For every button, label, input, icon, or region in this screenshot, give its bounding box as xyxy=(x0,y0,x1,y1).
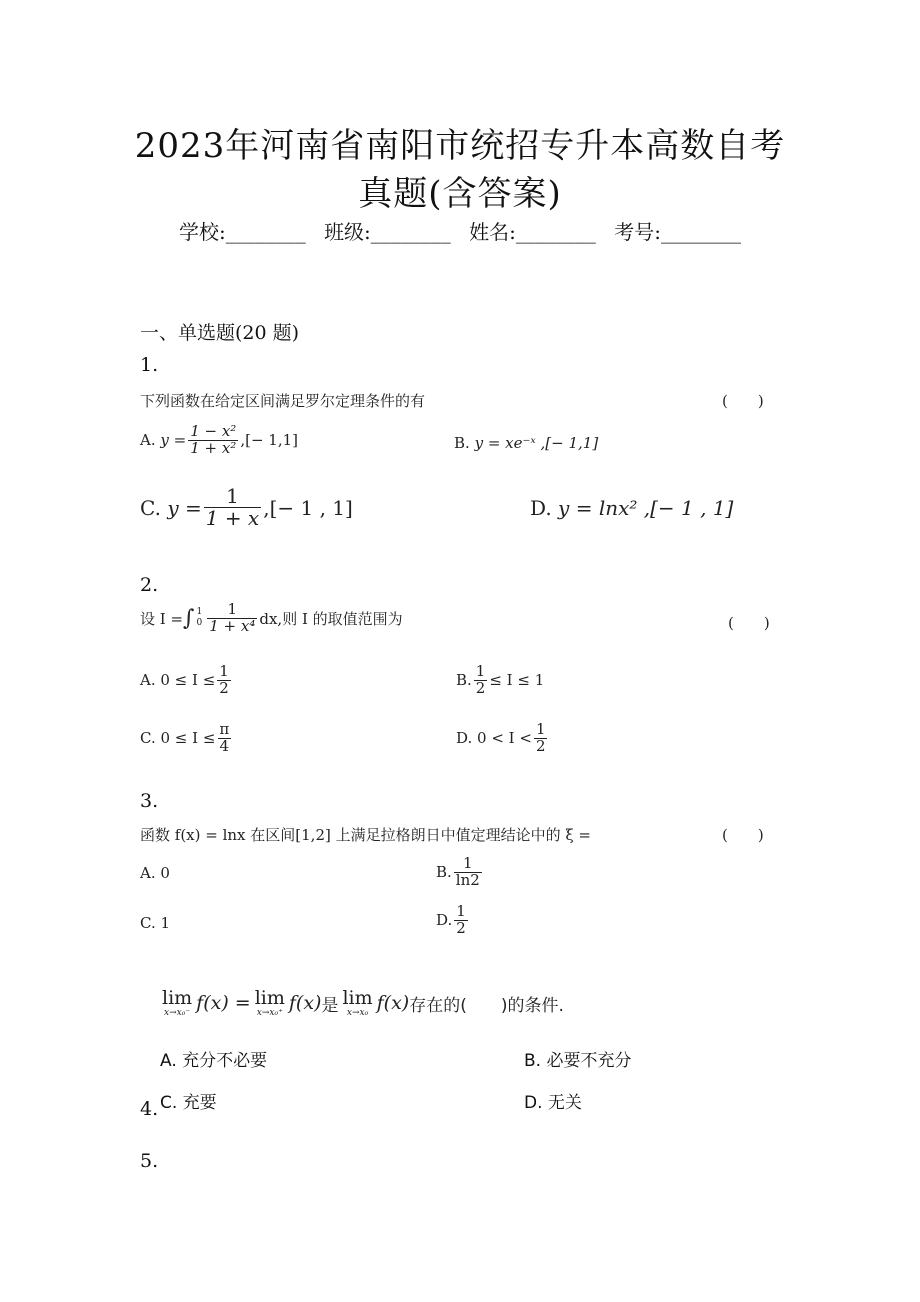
q2-d-fraction xyxy=(534,722,548,755)
q1-d-label: D. xyxy=(530,496,552,520)
q1-c-interval: ,[− 1 , 1] xyxy=(263,495,353,520)
q2-frac-den: 1 + x⁴ xyxy=(209,616,256,635)
q3-b-label: B. xyxy=(436,863,452,882)
q3-d-fraction xyxy=(454,904,468,937)
q4-fx-2: f(x) xyxy=(288,992,322,1015)
q2-stem-post: dx,则 I 的取值范围为 xyxy=(259,609,403,628)
q3-d-num: 1 xyxy=(456,902,466,920)
q2-b-fraction xyxy=(474,664,488,697)
q2-b-post: ≤ I ≤ 1 xyxy=(489,671,545,690)
q1-a-interval: ,[− 1,1] xyxy=(240,431,298,450)
q4-lim-sub-1: x→x₀⁻ xyxy=(164,1007,191,1018)
school-field: 学校:________ xyxy=(178,220,306,244)
q4-option-c: C. 充要 xyxy=(160,1093,217,1113)
q1-c-label: C. xyxy=(140,495,161,520)
q3-option-a xyxy=(140,864,170,882)
q3-b-fraction xyxy=(454,856,482,889)
q2-c-fraction xyxy=(217,722,231,755)
name-field: 姓名:________ xyxy=(469,220,596,244)
q4-lim-word-1: lim xyxy=(162,987,193,1009)
q2-option-c xyxy=(140,722,233,755)
doc-title-line1: 2023年河南省南阳市统招专升本高数自考 xyxy=(134,126,786,166)
q1-answer-paren: ( ) xyxy=(722,392,764,410)
section-header: 一、单选题(20 题) xyxy=(140,322,300,344)
q1-option-d xyxy=(530,496,733,520)
q2-d-num: 1 xyxy=(535,720,546,738)
q2-a-pre: A. 0 ≤ I ≤ xyxy=(140,671,216,690)
q1-a-fraction xyxy=(188,424,238,457)
q4-tail: 存在的( )的条件. xyxy=(409,995,564,1016)
q1-option-c xyxy=(140,486,353,529)
q2-a-num: 1 xyxy=(219,662,229,680)
q1-c-num: 1 xyxy=(226,484,239,508)
student-info-line xyxy=(0,216,920,245)
q3-d-label: D. xyxy=(436,911,453,930)
q2-option-d xyxy=(456,722,549,755)
class-field: 班级:________ xyxy=(324,220,451,244)
q3-option-d xyxy=(436,904,470,937)
q3-b-num: 1 xyxy=(463,854,473,872)
integral-sign-icon: ∫ xyxy=(183,605,195,631)
q2-c-den: 4 xyxy=(219,736,230,755)
q3-option-c xyxy=(140,914,170,932)
q2-a-den: 2 xyxy=(219,678,229,697)
q1-b-label: B. xyxy=(454,434,470,452)
q2-b-label: B. xyxy=(456,671,472,690)
q1-d-expr: y = lnx² ,[− 1 , 1] xyxy=(558,496,734,520)
q2-d-den: 2 xyxy=(535,736,546,755)
q2-b-den: 2 xyxy=(475,678,486,697)
q4-stem xyxy=(158,988,564,1019)
q2-b-num: 1 xyxy=(475,662,486,680)
q1-b-expr: y = xe⁻ˣ ,[− 1,1] xyxy=(474,434,599,452)
q2-frac-num: 1 xyxy=(227,600,238,618)
exam-number-field: 考号:________ xyxy=(614,220,742,244)
q3-option-b xyxy=(436,856,484,889)
q2-c-pre: C. 0 ≤ I ≤ xyxy=(140,729,216,748)
q2-answer-paren: ( ) xyxy=(728,614,770,632)
q1-a-lhs: y = xyxy=(160,431,187,450)
q1-option-a xyxy=(140,424,298,457)
q2-d-pre: D. 0 < I < xyxy=(456,729,532,748)
q4-lim-sub-3: x→x₀ xyxy=(346,1007,369,1018)
q2-integrand xyxy=(207,602,257,635)
q3-answer-paren: ( ) xyxy=(722,826,764,844)
q2-number: 2. xyxy=(140,574,159,596)
q4-equals: = xyxy=(234,992,251,1015)
q3-d-den: 2 xyxy=(456,918,466,937)
q3-number: 3. xyxy=(140,790,159,812)
q4-lim-right xyxy=(255,988,285,1019)
q4-option-a: A. 充分不必要 xyxy=(160,1051,268,1071)
q1-number: 1. xyxy=(140,354,159,376)
q4-is: 是 xyxy=(321,995,339,1016)
q2-a-fraction xyxy=(217,664,231,697)
q2-option-a xyxy=(140,664,233,697)
q4-lim-sub-2: x→x₀⁺ xyxy=(256,1007,283,1018)
q1-option-b xyxy=(454,434,598,452)
q2-integral-limits xyxy=(197,607,203,630)
q2-int-bot: 0 xyxy=(196,618,203,629)
q4-lim-word-3: lim xyxy=(342,987,373,1009)
q1-stem: 下列函数在给定区间满足罗尔定理条件的有 xyxy=(140,392,426,410)
q1-c-den: 1 + x xyxy=(205,506,260,530)
q4-lim-both xyxy=(342,988,372,1019)
q2-stem xyxy=(140,602,403,635)
q2-c-num: π xyxy=(219,720,230,738)
q4-lim-word-2: lim xyxy=(254,987,285,1009)
q2-option-b xyxy=(456,664,544,697)
q2-int-top: 1 xyxy=(196,606,203,617)
q4-fx-3: f(x) xyxy=(376,992,410,1015)
q3-a: A. 0 xyxy=(140,864,170,882)
q1-a-den: 1 + x² xyxy=(190,438,237,457)
q4-option-b: B. 必要不充分 xyxy=(524,1051,632,1071)
q4-fx-1: f(x) xyxy=(196,992,229,1015)
q1-c-lhs: y = xyxy=(167,495,202,520)
q4-number: 4. xyxy=(140,1098,159,1120)
q2-stem-pre: 设 I = xyxy=(140,609,184,628)
q1-a-num: 1 − x² xyxy=(190,422,237,440)
q1-c-fraction xyxy=(204,486,261,529)
q1-a-label: A. xyxy=(140,431,156,450)
q4-option-d: D. 无关 xyxy=(524,1093,582,1113)
q3-c: C. 1 xyxy=(140,914,171,932)
q3-stem: 函数 f(x) = lnx 在区间[1,2] 上满足拉格朗日中值定理结论中的 ξ = xyxy=(140,826,591,844)
q4-lim-left xyxy=(162,988,192,1019)
q3-b-den: ln2 xyxy=(455,870,480,889)
doc-title-line2: 真题(含答案) xyxy=(358,174,562,214)
q5-number: 5. xyxy=(140,1150,159,1172)
